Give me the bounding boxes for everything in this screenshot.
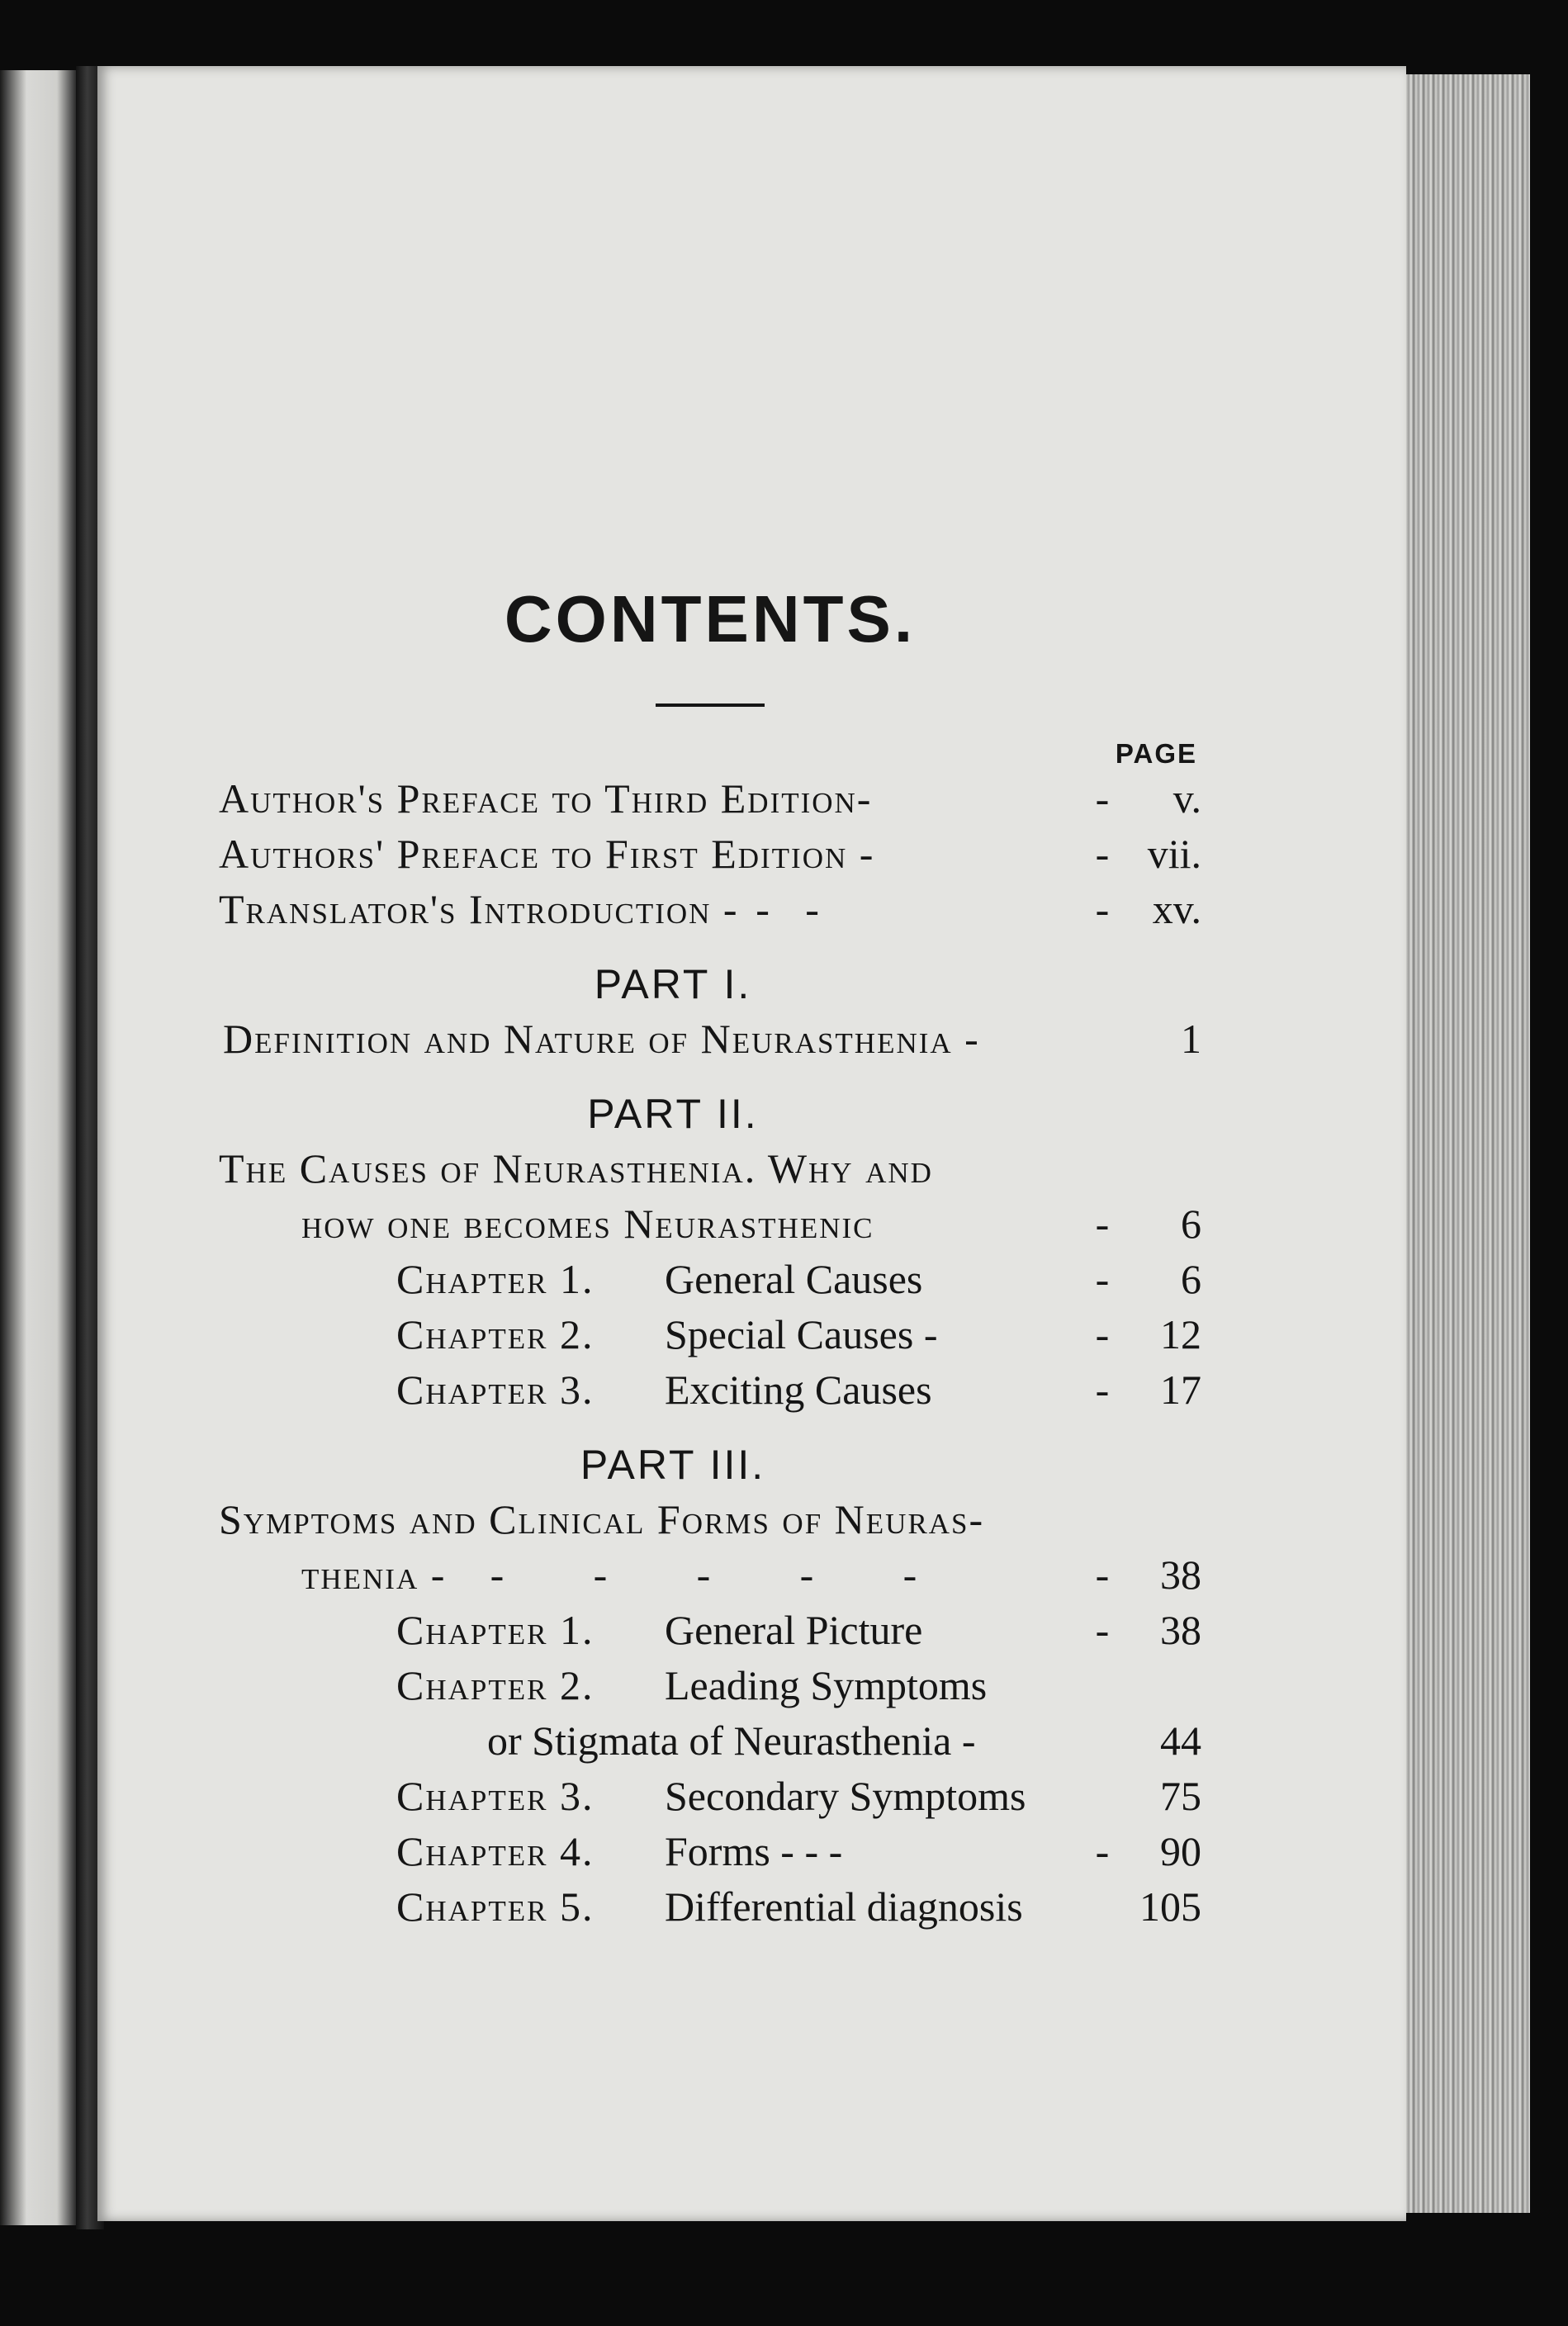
toc-entry-page: 75 xyxy=(1160,1773,1201,1819)
toc-entry-part-2-line-2[interactable] xyxy=(219,1196,1201,1252)
toc-entry-page: 12 xyxy=(1160,1311,1201,1357)
toc-entry-title: Authors' Preface to First Edition - xyxy=(219,831,875,877)
toc-entry-title-text: Translator's Introduction - xyxy=(219,886,739,932)
toc-entry-part-3-line-2[interactable] xyxy=(219,1547,1201,1603)
leader-dash: - xyxy=(799,1551,816,1598)
page-title: CONTENTS. xyxy=(504,582,917,656)
leader-dash: - xyxy=(1095,1367,1110,1413)
chapter-title: Differential diagnosis xyxy=(665,1883,1023,1930)
toc-entry-title xyxy=(219,1252,1078,1307)
part-2-heading: PART II. xyxy=(587,1091,759,1137)
toc-entry-part-3-line-1[interactable] xyxy=(219,1492,1201,1547)
title-rule xyxy=(656,703,765,707)
chapter-title: Secondary Symptoms xyxy=(665,1773,1026,1819)
chapter-label: Chapter 2. xyxy=(396,1311,595,1357)
toc-entry-page: vii. xyxy=(1147,831,1201,877)
toc-entry-title xyxy=(219,1307,1078,1362)
previous-page-edge xyxy=(0,70,76,2225)
toc-entry-part-2-chapter-2[interactable] xyxy=(219,1307,1201,1362)
part-3-heading: PART III. xyxy=(580,1442,766,1488)
chapter-label: Chapter 1. xyxy=(396,1607,595,1653)
toc-entry-part-3-chapter-3[interactable] xyxy=(219,1769,1201,1824)
leader-dash: - xyxy=(1095,831,1110,877)
toc-entry-title xyxy=(219,1603,1078,1658)
toc-entry-title xyxy=(219,1769,1127,1824)
chapter-title: Exciting Causes xyxy=(665,1367,932,1413)
toc-entry-title: Definition and Nature of Neurasthenia - xyxy=(223,1016,980,1062)
chapter-label: Chapter 5. xyxy=(396,1883,595,1930)
toc-entry-title-text: thenia - xyxy=(301,1551,447,1598)
toc-entry-part-1[interactable] xyxy=(219,1011,1201,1067)
chapter-label: Chapter 3. xyxy=(396,1367,595,1413)
toc-entry-page: v. xyxy=(1172,775,1201,822)
page-block-edges xyxy=(1406,74,1530,2213)
leader-dash: - xyxy=(490,1551,506,1598)
leader-dash: - xyxy=(1095,1828,1110,1874)
toc-entry-part-3-chapter-4[interactable] xyxy=(219,1824,1201,1879)
toc-entry-title: Author's Preface to Third Edition- xyxy=(219,775,873,822)
toc-entry-title: Symptoms and Clinical Forms of Neuras- xyxy=(219,1496,985,1542)
toc-entry-third-edition-preface[interactable] xyxy=(219,771,1201,827)
toc-entry-page: 1 xyxy=(1181,1016,1201,1062)
leader-dash: - xyxy=(805,886,821,932)
toc-entry-page: 38 xyxy=(1160,1607,1201,1653)
toc-entry-title xyxy=(219,1362,1078,1418)
chapter-label: Chapter 2. xyxy=(396,1662,595,1708)
toc-entry-part-2-line-1[interactable] xyxy=(219,1141,1201,1196)
toc-entry-part-3-chapter-1[interactable] xyxy=(219,1603,1201,1658)
toc-entry-part-2-chapter-3[interactable] xyxy=(219,1362,1201,1418)
chapter-title: Special Causes - xyxy=(665,1311,938,1357)
toc-entry-page: 44 xyxy=(1160,1717,1201,1764)
leader-dash: - xyxy=(1095,775,1110,822)
toc-entry-title xyxy=(219,1879,1127,1935)
chapter-label: Chapter 4. xyxy=(396,1828,595,1874)
toc-entry-title: The Causes of Neurasthenia. Why and xyxy=(219,1145,933,1191)
leader-dash: - xyxy=(1095,1311,1110,1357)
leader-dash: - xyxy=(1095,1256,1110,1302)
toc-entry-title: or Stigmata of Neurasthenia - xyxy=(487,1717,976,1764)
leader-dash: - xyxy=(756,886,771,932)
toc-entry-part-3-chapter-5[interactable] xyxy=(219,1879,1201,1935)
leader-dash: - xyxy=(1095,1201,1110,1247)
leader-dash: - xyxy=(1095,1551,1110,1598)
toc-entry-page: 6 xyxy=(1181,1201,1201,1247)
toc-entry-title: how one becomes Neurasthenic xyxy=(301,1201,874,1247)
toc-entry-first-edition-preface[interactable] xyxy=(219,827,1201,882)
toc-entry-title xyxy=(219,1824,1078,1879)
contents-text-block xyxy=(219,578,1201,1935)
toc-entry-page: 38 xyxy=(1160,1551,1201,1598)
toc-entry-page: 6 xyxy=(1181,1256,1201,1302)
leader-dash: - xyxy=(696,1551,713,1598)
chapter-label: Chapter 1. xyxy=(396,1256,595,1302)
chapter-title: General Causes xyxy=(665,1256,923,1302)
toc-entry-translator-introduction[interactable] xyxy=(219,882,1201,937)
toc-entry-part-3-chapter-2-cont[interactable] xyxy=(219,1713,1201,1769)
toc-entry-page: 90 xyxy=(1160,1828,1201,1874)
page-column-heading: PAGE xyxy=(1115,738,1197,769)
toc-entry-title xyxy=(219,1547,1078,1603)
leader-dash: - xyxy=(1095,1607,1110,1653)
toc-entry-part-2-chapter-1[interactable] xyxy=(219,1252,1201,1307)
toc-entry-page: 105 xyxy=(1139,1883,1201,1930)
toc-entry-page: xv. xyxy=(1152,886,1201,932)
chapter-title: Leading Symptoms xyxy=(665,1662,988,1708)
toc-entry-title xyxy=(219,882,1078,937)
toc-entry-page: 17 xyxy=(1160,1367,1201,1413)
leader-dash: - xyxy=(902,1551,919,1598)
leader-dash: - xyxy=(593,1551,609,1598)
chapter-title: Forms - - - xyxy=(665,1828,843,1874)
chapter-title: General Picture xyxy=(665,1607,923,1653)
chapter-label: Chapter 3. xyxy=(396,1773,595,1819)
toc-entry-title xyxy=(219,1658,1127,1713)
leader-dash: - xyxy=(1095,886,1110,932)
toc-entry-part-3-chapter-2[interactable] xyxy=(219,1658,1201,1713)
part-1-heading: PART I. xyxy=(594,961,752,1007)
